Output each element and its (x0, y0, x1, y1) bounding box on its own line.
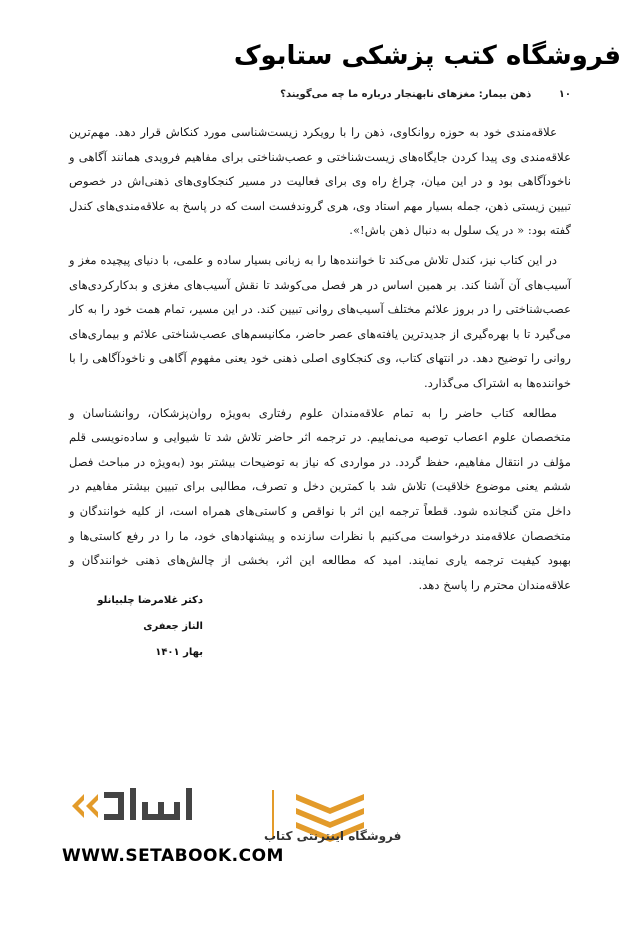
paragraph: در این کتاب نیز، کندل تلاش می‌کند تا خواننده‌ها را به زبانی بسیار ساده و علمی، با دنیای پیچیده مغز و آسیب‌های آن آشنا کند. بر همین اساس در هر فصل می‌کوشد تا نقش آسیب‌های مغزی و بدکارکردی‌های عصب‌شناختی را در بروز علائم مختلف آسیب‌های روانی تبیین کند. در این مسیر، تمام همت خود را به کار می‌گیرد تا با بهره‌گیری از جدیدترین یافته‌های عصر حاضر، مکانیسم‌های عصب‌شناختی علائم و بیماری‌های روانی را توضیح دهد. در انتهای کتاب، وی کنجکاوی اصلی ذهنی خود یعنی مفهوم آگاهی و ناخودآگاهی را با خواننده‌ها به اشتراک می‌گذارد. (69, 252, 571, 390)
running-title: ذهن بیمار: مغزهای نابهنجار درباره ما چه می‌گویند؟ (280, 89, 532, 100)
running-header (280, 88, 571, 102)
translator-name: دکتر غلامرضا چلبیانلو (97, 595, 203, 606)
page-number: ۱۰ (558, 89, 571, 100)
store-url[interactable]: WWW.SETABOOK.COM (62, 846, 284, 866)
setabook-wordmark (68, 780, 402, 850)
signature-block (73, 588, 203, 666)
translator-name: الناز جعفری (143, 621, 203, 632)
signature-date: بهار ۱۴۰۱ (155, 647, 203, 658)
body-text (69, 120, 571, 602)
paragraph: مطالعه کتاب حاضر را به تمام علاقه‌مندان علوم رفتاری به‌ویژه روان‌پزشکان، روانشناسان و متخصصان علوم اعصاب توصیه می‌نماییم. در ترجمه اثر حاضر تلاش شد تا شیوایی و ساده‌نویسی قلم مؤلف در انتقال مفاهیم، حفظ گردد. در مواردی که نیاز به توضیحات بیشتر بود (به‌ویژه در مباحث فصل ششم یعنی موضوع خلاقیت) تلاش شد با کمترین دخل و تصرف، مطالبی برای تبیین بیشتر مفاهیم در داخل متن گنجانده شود. قطعاً ترجمه این اثر با نواقص و کاستی‌های همراه است، از کلیه خوانندگان و متخصصان علاقه‌مند درخواست می‌کنیم با نظرات سازنده و پیشنهادهای خود، ما را در رفع کاستی‌ها و بهبود کیفیت ترجمه یاری نمایند. امید که مطالعه این اثر، بخشی از چالش‌های ذهنی خوانندگان و علاقه‌مندان محترم را پاسخ دهد. (69, 405, 571, 592)
store-title: فروشگاه کتب پزشکی ستابوک (233, 41, 621, 71)
logo-caption: فروشگاه اینترنتی کتاب (264, 829, 402, 843)
paragraph: علاقه‌مندی خود به حوزه روانکاوی، ذهن را با رویکرد زیست‌شناسی مورد کنکاش قرار دهد. مهم‌ترین علاقه‌مندی وی پیدا کردن جایگاه‌های زیست‌شناختی و عصب‌شناختی برای مفاهیم فرویدی همانند آگاهی و ناخودآگاهی بود و در این میان، چراغ راه وی برای فعالیت در مسیر کنجکاوی‌های ذهنی‌اش در خصوص تبیین زیستی ذهن، جمله بسیار مهم استاد وی، هری گروندفست است که در پاسخ به علاقه‌مندی‌های کندل گفته بود: « در یک سلول به دنبال ذهن باش!». (69, 125, 571, 238)
setabook-logo (60, 780, 580, 850)
